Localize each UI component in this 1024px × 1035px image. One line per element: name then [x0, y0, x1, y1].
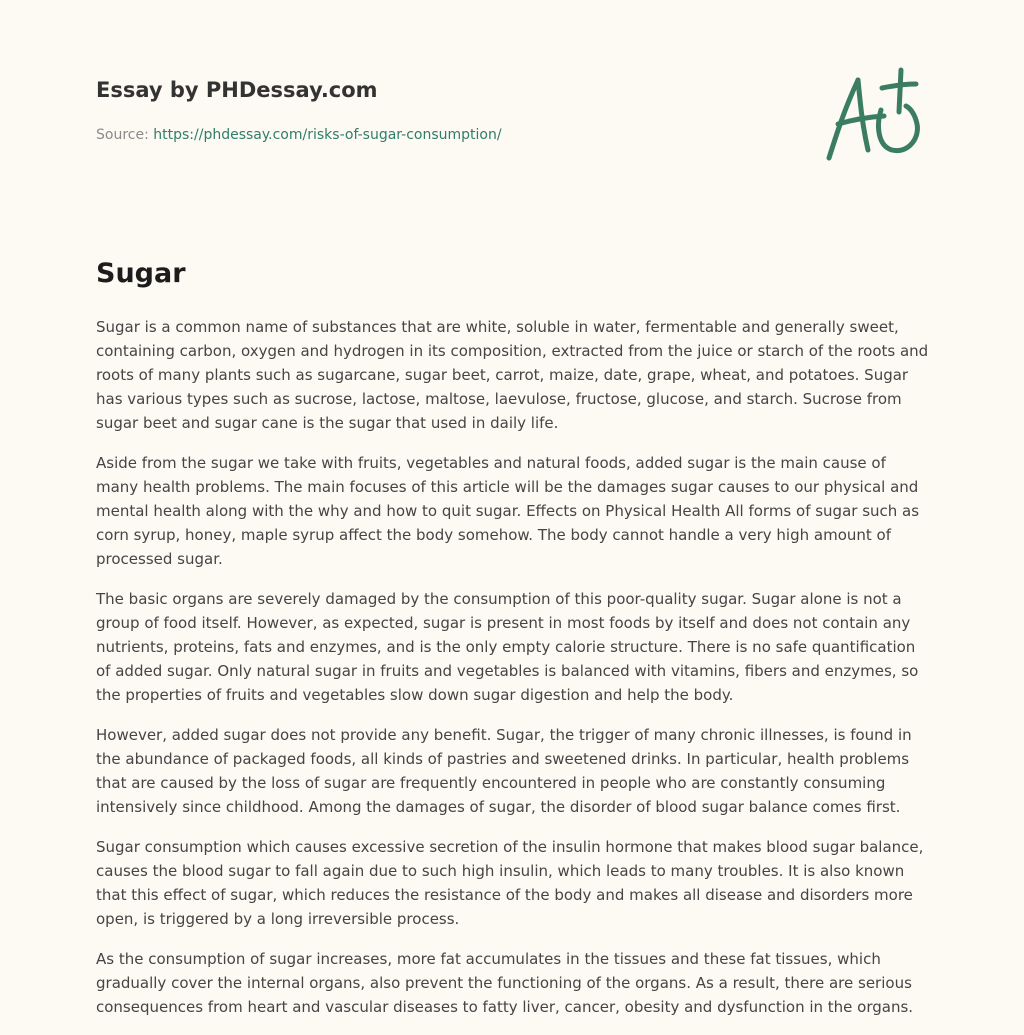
source-line	[96, 125, 796, 145]
essay-paragraph: Sugar consumption which causes excessive secretion of the insulin hormone that makes blood sugar balance, causes the blood sugar to fall again due to such high insulin, which leads to many troubles. It is also known that this effect of sugar, which reduces the resistance of the body and makes all disease and disorders more open, is triggered by a long irreversible process.	[96, 838, 924, 928]
site-brand: Essay by PHDessay.com	[96, 78, 378, 102]
essay-paragraph: Aside from the sugar we take with fruits, vegetables and natural foods, added sugar is the main cause of many health problems. The main focuses of this article will be the damages sugar causes to our physical and mental health along with the why and how to quit sugar. Effects on Physical Health All forms of sugar such as corn syrup, honey, maple syrup affect the body somehow. The body cannot handle a very high amount of processed sugar.	[96, 454, 920, 568]
essay-header	[96, 76, 796, 145]
essay-paragraph: The basic organs are severely damaged by the consumption of this poor-quality sugar. Sugar alone is not a group of food itself. However, as expected, sugar is present in most foods by itself and does not contain any nutrients, proteins, fats and enzymes, and is the only empty calorie structure. There is no safe quantification of added sugar. Only natural sugar in fruits and vegetables is balanced with vitamins, fibers and enzymes, so the properties of fruits and vegetables slow down sugar digestion and help the body.	[96, 590, 919, 704]
essay-paragraph: Sugar is a common name of substances that are white, soluble in water, fermentable and generally sweet, containing carbon, oxygen and hydrogen in its composition, extracted from the juice or starch of the roots and roots of many plants such as sugarcane, sugar beet, carrot, maize, date, grape, wheat, and potatoes. Sugar has various types such as sucrose, lactose, maltose, laevulose, fructose, glucose, and starch. Sucrose from sugar beet and sugar cane is the sugar that used in daily life.	[96, 318, 929, 432]
essay-body	[96, 255, 932, 1035]
essay-title: Sugar	[96, 258, 186, 289]
essay-paragraph: As the consumption of sugar increases, more fat accumulates in the tissues and these fat tissues, which gradually cover the internal organs, also prevent the functioning of the organs. As a result, there are serious consequences from heart and vascular diseases to fatty liver, cancer, obesity and dysfunction in the organs.	[96, 950, 914, 1016]
source-label: Source:	[96, 127, 149, 143]
a-plus-logo-icon	[820, 64, 930, 168]
source-link[interactable]: https://phdessay.com/risks-of-sugar-consumption/	[153, 127, 502, 143]
essay-paragraph: However, added sugar does not provide any benefit. Sugar, the trigger of many chronic illnesses, is found in the abundance of packaged foods, all kinds of pastries and sweetened drinks. In particular, health problems that are caused by the loss of sugar are frequently encountered in people who are constantly consuming intensively since childhood. Among the damages of sugar, the disorder of blood sugar balance comes first.	[96, 726, 912, 816]
